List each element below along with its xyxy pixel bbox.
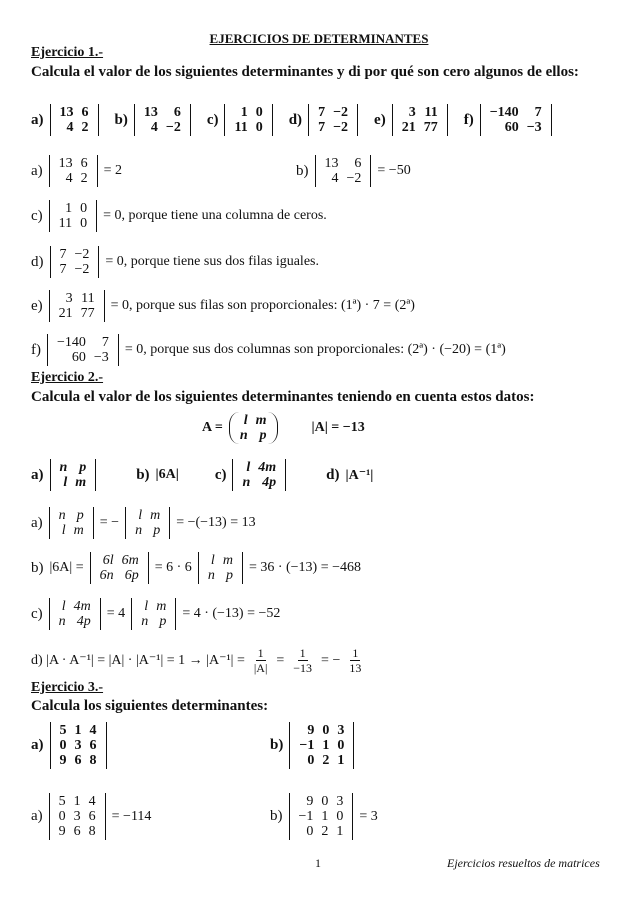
solution-result: = 0, porque tiene sus dos filas iguales. xyxy=(105,254,319,269)
ej1-item xyxy=(31,104,99,136)
solution-label: b) xyxy=(270,808,283,824)
denominator: −13 xyxy=(293,661,313,675)
ej1-item xyxy=(115,104,191,136)
ejercicio-2-heading: Ejercicio 2.- xyxy=(31,370,104,385)
item-label: a) xyxy=(31,737,44,753)
solution-result: = 0, porque sus filas son proporcionales: (1ª) · 7 = (2ª) xyxy=(110,298,415,313)
solution-1c xyxy=(31,200,333,232)
ejercicio-3-heading: Ejercicio 3.- xyxy=(31,680,104,695)
item-label: d) xyxy=(326,466,340,483)
determinant: l m n p xyxy=(125,507,170,539)
solution-result: = 2 xyxy=(103,163,123,178)
determinant: l 4m n 4p xyxy=(232,459,286,491)
solution-1f xyxy=(31,334,512,366)
ej1-item xyxy=(289,104,358,136)
item-label: d) xyxy=(288,111,303,128)
matrix-a: l m n p xyxy=(229,412,278,444)
solution-label: a) xyxy=(31,808,43,824)
solution-2d xyxy=(31,646,364,675)
page-number: 1 xyxy=(315,856,321,870)
determinant: 13 6 4 −2 xyxy=(134,104,191,136)
determinant: l m n p xyxy=(198,552,243,584)
solution-label: a) xyxy=(31,514,43,531)
determinant: 3 11 21 77 xyxy=(392,104,448,136)
solution-result: = 3 xyxy=(359,808,378,824)
solution-text: d) |A · A⁻¹| = |A| · |A⁻¹| = 1 → |A⁻¹| = xyxy=(31,653,245,668)
determinant: l 4m n 4p xyxy=(49,598,101,630)
solution-label: a) xyxy=(31,162,43,179)
solution-result: = −114 xyxy=(111,808,152,824)
fraction xyxy=(293,646,312,675)
solution-label: f) xyxy=(31,341,41,358)
solution-mid: = 6 · 6 xyxy=(154,560,192,575)
solution-label: d) xyxy=(31,253,44,270)
solution-3a xyxy=(31,793,157,840)
determinant: 5 1 4 0 3 6 9 6 8 xyxy=(50,722,107,769)
denominator: 13 xyxy=(349,661,362,675)
solution-result: = 0, porque tiene una columna de ceros. xyxy=(103,208,327,223)
determinant: 7 −2 7 −2 xyxy=(50,246,100,278)
solution-1e xyxy=(31,290,421,322)
solution-label: c) xyxy=(31,207,43,224)
item-label: a) xyxy=(31,111,44,128)
determinant: 13 6 4 −2 xyxy=(315,155,372,187)
solution-result: = 36 · (−13) = −468 xyxy=(248,560,362,575)
item-label: b) xyxy=(270,737,284,753)
equals: = − xyxy=(321,652,341,668)
ej1-item xyxy=(207,104,273,136)
solution-2b xyxy=(31,552,367,584)
given-det: |A| = −13 xyxy=(311,420,365,435)
item-label: c) xyxy=(206,111,219,128)
solution-1b xyxy=(296,155,417,187)
ejercicio-3-item-b xyxy=(270,722,354,769)
item-label: a) xyxy=(31,466,44,483)
determinant: 13 6 4 2 xyxy=(50,104,99,136)
item-label: b) xyxy=(114,111,128,128)
ejercicio-1-items xyxy=(31,104,568,136)
solution-label: b) xyxy=(296,162,309,179)
ejercicio-2-items xyxy=(31,459,379,491)
ejercicio-3-statement: Calcula los siguientes determinantes: xyxy=(31,698,269,714)
determinant: 3 11 21 77 xyxy=(49,290,105,322)
item-label: c) xyxy=(214,466,227,483)
ejercicio-1-heading: Ejercicio 1.- xyxy=(31,45,104,60)
determinant: −140 7 60 −3 xyxy=(47,334,119,366)
item-label: f) xyxy=(463,111,474,128)
given-data xyxy=(196,412,371,444)
solution-start: |6A| = xyxy=(49,560,84,575)
ej1-item xyxy=(374,104,448,136)
given-a-label: A = xyxy=(202,420,223,435)
solution-mid: = 4 xyxy=(106,606,126,621)
ejercicio-3-item-a xyxy=(31,722,107,769)
determinant: l m n p xyxy=(131,598,176,630)
solution-3b xyxy=(270,793,384,840)
numerator: 1 xyxy=(257,646,264,660)
solution-label: b) xyxy=(31,559,44,576)
ejercicio-1-statement: Calcula el valor de los siguientes determinantes y di por qué son cero algunos de ellos: xyxy=(31,64,579,80)
solution-label: c) xyxy=(31,605,43,622)
determinant: 9 0 3 −1 1 0 0 2 1 xyxy=(289,793,354,840)
page-title: EJERCICIOS DE DETERMINANTES xyxy=(209,31,429,46)
item-label: b) xyxy=(136,466,150,483)
determinant: 1 0 11 0 xyxy=(224,104,272,136)
numerator: 1 xyxy=(352,646,359,660)
ejercicio-2-statement: Calcula el valor de los siguientes determinantes teniendo en cuenta estos datos: xyxy=(31,389,535,405)
determinant: −140 7 60 −3 xyxy=(480,104,552,136)
determinant: 7 −2 7 −2 xyxy=(308,104,358,136)
solution-1d xyxy=(31,246,325,278)
solution-label: e) xyxy=(31,297,43,314)
fraction xyxy=(349,646,361,675)
item-expression: |6A| xyxy=(155,467,179,482)
determinant: n p l m xyxy=(50,459,97,491)
equals: = xyxy=(276,652,285,668)
determinant: 6l 6m 6n 6p xyxy=(90,552,149,584)
numerator: 1 xyxy=(299,646,306,660)
item-expression: |A⁻¹| xyxy=(345,467,374,483)
determinant: n p l m xyxy=(49,507,94,539)
fraction xyxy=(254,646,267,675)
solution-result: = 4 · (−13) = −52 xyxy=(182,606,281,621)
denominator: |A| xyxy=(253,661,268,675)
determinant: 1 0 11 0 xyxy=(49,200,97,232)
footer-text: Ejercicios resueltos de matrices xyxy=(447,856,600,870)
solution-2c xyxy=(31,598,286,630)
solution-1a xyxy=(31,155,128,187)
determinant: 5 1 4 0 3 6 9 6 8 xyxy=(49,793,106,840)
solution-mid: = − xyxy=(99,515,120,530)
determinant: 9 0 3 −1 1 0 0 2 1 xyxy=(289,722,354,769)
solution-result: = −50 xyxy=(377,163,411,178)
solution-result: = −(−13) = 13 xyxy=(176,515,256,530)
item-label: e) xyxy=(374,111,386,128)
solution-2a xyxy=(31,507,262,539)
determinant: 13 6 4 2 xyxy=(49,155,98,187)
ej1-item xyxy=(464,104,552,136)
solution-result: = 0, porque sus dos columnas son proporcionales: (2ª) · (−20) = (1ª) xyxy=(124,342,506,357)
